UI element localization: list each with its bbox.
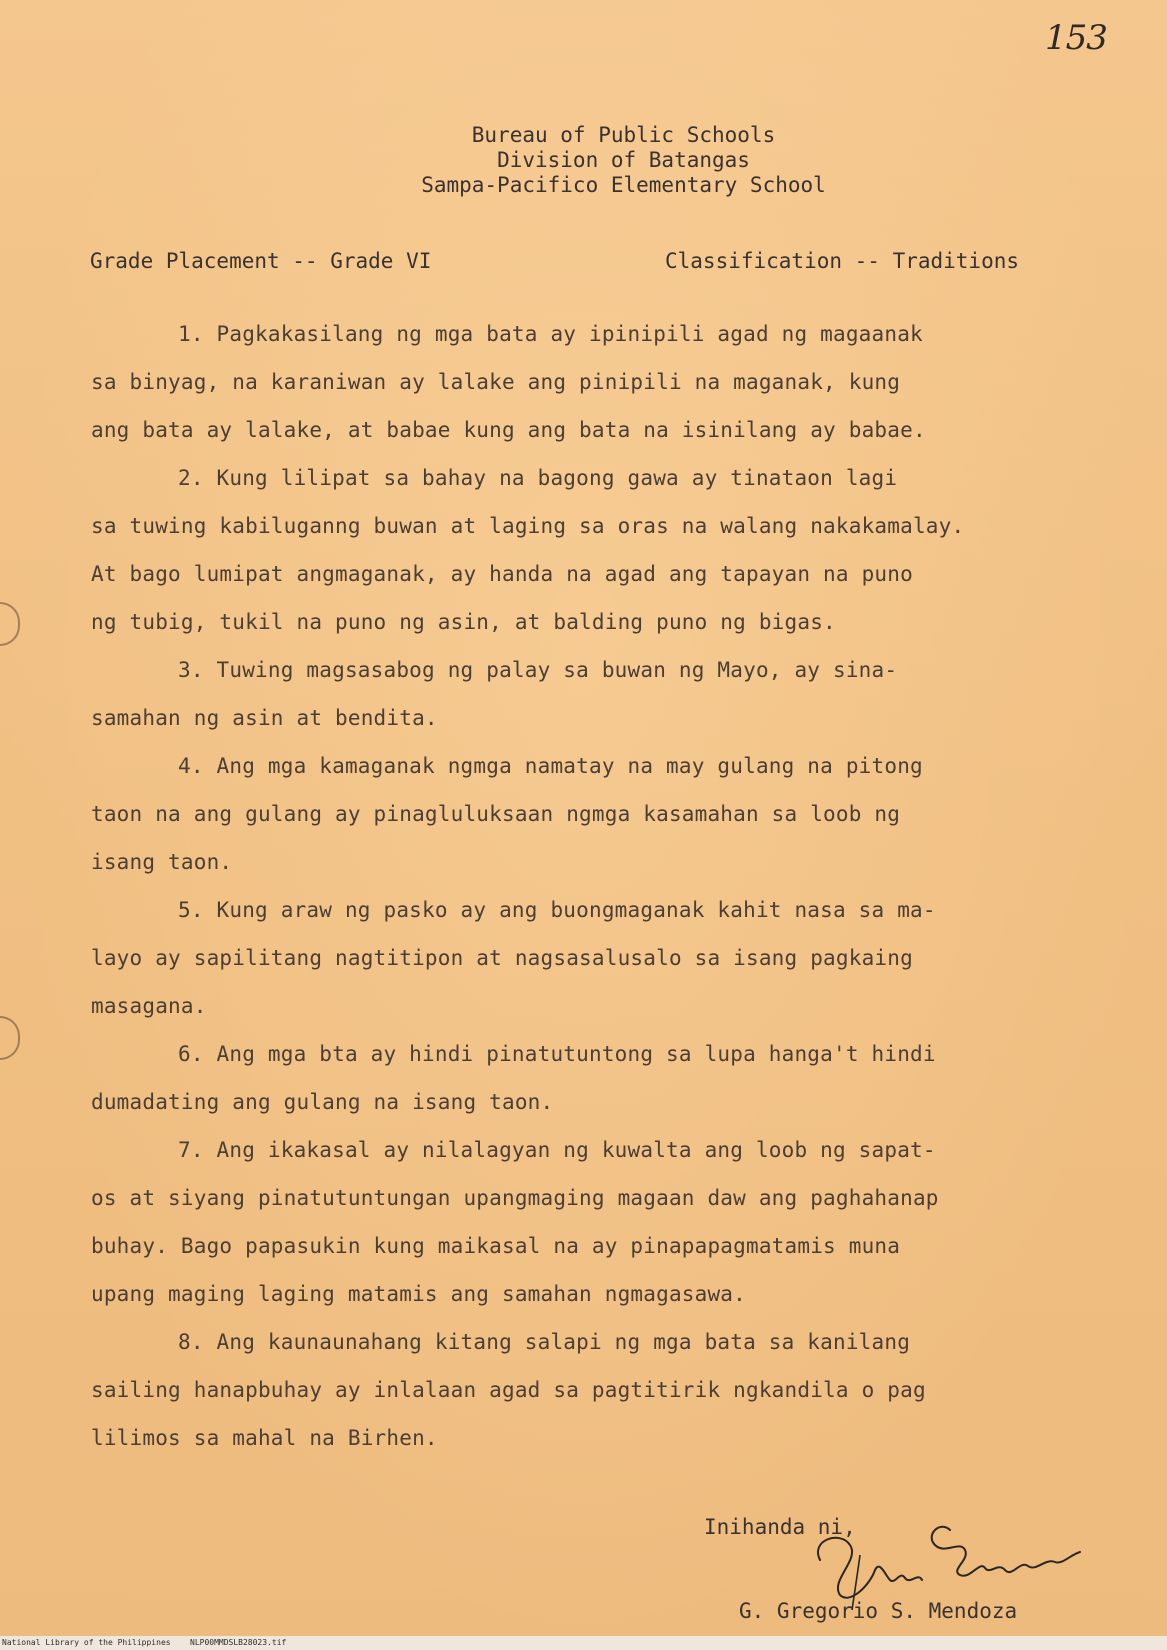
body-line: lilimos sa mahal na Birhen. [91,1426,438,1450]
body-line: buhay. Bago papasukin kung maikasal na ay pinapapagmatamis muna [91,1234,901,1258]
body-line: 4. Ang mga kamaganak ngmga namatay na may gulang na pitong [178,754,923,778]
body-line: At bago lumipat angmaganak, ay handa na agad ang tapayan na puno [91,562,913,586]
body-line: isang taon. [91,850,233,874]
body-line: 1. Pagkakasilang ng mga bata ay ipinipili agad ng magaanak [178,322,923,346]
body-line: layo ay sapilitang nagtitipon at nagsasalusalo sa isang pagkaing [91,946,913,970]
header-bureau: Bureau of Public Schools [471,123,776,147]
signoff-text: Inihanda ni, [704,1515,856,1539]
header-school: Sampa-Pacifico Elementary School [421,173,826,197]
body-line: masagana. [91,994,207,1018]
footer-library: National Library of the Philippines [2,1638,171,1647]
body-line: samahan ng asin at bendita. [91,706,438,730]
body-line: ang bata ay lalake, at babae kung ang bata na isinilang ay babae. [91,418,926,442]
footer-filename: NLP00MMDSLB28023.tif [190,1638,287,1647]
handwritten-signature [800,1500,1090,1630]
page-number: 153 [1045,18,1107,58]
body-line: dumadating ang gulang na isang taon. [91,1090,554,1114]
body-line: sailing hanapbuhay ay inlalaan agad sa pagtitirik ngkandila o pag [91,1378,926,1402]
body-line: taon na ang gulang ay pinagluluksaan ngmga kasamahan sa loob ng [91,802,901,826]
body-line: 7. Ang ikakasal ay nilalagyan ng kuwalta ang loob ng sapat- [178,1138,936,1162]
edge-tab-mark [0,1016,20,1060]
body-line: sa binyag, na karaniwan ay lalake ang pinipili na maganak, kung [91,370,901,394]
body-line: os at siyang pinatutuntungan upangmaging magaan daw ang paghahanap [91,1186,939,1210]
header-division: Division of Batangas [497,148,750,172]
body-line: 3. Tuwing magsasabog ng palay sa buwan ng Mayo, ay sina- [178,658,898,682]
body-line: 8. Ang kaunaunahang kitang salapi ng mga bata sa kanilang [178,1330,911,1354]
archive-footer [0,1636,1167,1650]
classification: Classification -- Traditions [665,249,1020,273]
signer-name: G. Gregorio S. Mendoza [739,1599,1018,1623]
body-line: 2. Kung lilipat sa bahay na bagong gawa ay tinataon lagi [178,466,898,490]
body-line: 5. Kung araw ng pasko ay ang buongmaganak kahit nasa sa ma- [178,898,936,922]
body-line: upang maging laging matamis ang samahan ngmagasawa. [91,1282,746,1306]
body-line: sa tuwing kabiluganng buwan at laging sa oras na walang nakakamalay. [91,514,965,538]
edge-tab-mark [0,602,20,646]
body-line: 6. Ang mga bta ay hindi pinatutuntong sa lupa hanga't hindi [178,1042,936,1066]
body-line: ng tubig, tukil na puno ng asin, at balding puno ng bigas. [91,610,836,634]
grade-placement: Grade Placement -- Grade VI [90,249,432,273]
